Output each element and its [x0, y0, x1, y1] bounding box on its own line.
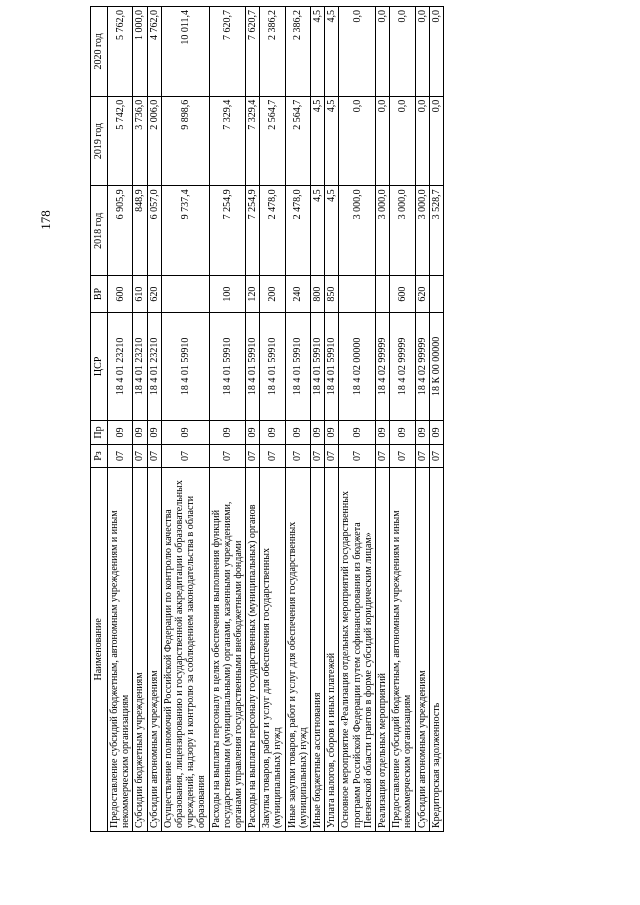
table-row	[429, 7, 443, 832]
cell-2018: 3 000,0	[415, 186, 429, 276]
cell-2019: 4,5	[325, 96, 339, 186]
cell-name: Расходы на выплаты персоналу государственных (муниципальных) органов	[246, 467, 260, 831]
cell-rz: 07	[339, 445, 376, 467]
cell-2019: 2 564,7	[260, 96, 285, 186]
cell-csr: 18 4 01 59910	[285, 313, 310, 421]
cell-2019: 0,0	[390, 96, 415, 186]
cell-vr: 600	[108, 276, 133, 313]
cell-2019: 9 898,6	[161, 96, 209, 186]
cell-2018: 4,5	[325, 186, 339, 276]
cell-2018: 3 000,0	[339, 186, 376, 276]
cell-2019: 3 736,0	[133, 96, 147, 186]
cell-pr: 09	[375, 420, 389, 445]
cell-rz: 07	[429, 445, 443, 467]
table-row	[325, 7, 339, 832]
cell-csr: 18 4 01 59910	[325, 313, 339, 421]
table-row	[108, 7, 133, 832]
cell-rz: 07	[246, 445, 260, 467]
cell-2020: 5 762,0	[108, 7, 133, 97]
cell-vr: 620	[147, 276, 161, 313]
cell-vr	[161, 276, 209, 313]
cell-csr: 18 4 01 59910	[246, 313, 260, 421]
cell-name: Кредиторская задолженность	[429, 467, 443, 831]
cell-rz: 07	[415, 445, 429, 467]
cell-vr	[375, 276, 389, 313]
table-header-row	[91, 7, 108, 832]
header-2018: 2018 год	[91, 186, 108, 276]
table-row	[390, 7, 415, 832]
table-body	[108, 7, 444, 832]
cell-vr: 600	[390, 276, 415, 313]
cell-csr: 18 4 01 23210	[133, 313, 147, 421]
cell-name: Субсидии бюджетным учреждениям	[133, 467, 147, 831]
cell-2019: 0,0	[375, 96, 389, 186]
table-row	[311, 7, 325, 832]
cell-csr: 18 4 01 59910	[260, 313, 285, 421]
cell-rz: 07	[285, 445, 310, 467]
cell-pr: 09	[325, 420, 339, 445]
cell-vr: 610	[133, 276, 147, 313]
header-name: Наименование	[91, 467, 108, 831]
cell-vr: 850	[325, 276, 339, 313]
cell-2018: 3 528,7	[429, 186, 443, 276]
cell-2018: 4,5	[311, 186, 325, 276]
cell-csr: 18 4 01 59910	[311, 313, 325, 421]
cell-pr: 09	[285, 420, 310, 445]
cell-csr: 18 4 01 23210	[108, 313, 133, 421]
cell-pr: 09	[339, 420, 376, 445]
cell-pr: 09	[108, 420, 133, 445]
cell-2018: 3 000,0	[375, 186, 389, 276]
table-row	[285, 7, 310, 832]
cell-vr: 240	[285, 276, 310, 313]
cell-csr: 18 4 02 99999	[375, 313, 389, 421]
cell-name: Субсидии автономным учреждениям	[415, 467, 429, 831]
cell-2019: 0,0	[429, 96, 443, 186]
cell-rz: 07	[133, 445, 147, 467]
cell-pr: 09	[209, 420, 246, 445]
cell-2018: 6 905,9	[108, 186, 133, 276]
page-number: 178	[38, 210, 53, 230]
cell-csr: 18 4 02 99999	[390, 313, 415, 421]
cell-pr: 09	[311, 420, 325, 445]
cell-2018: 7 254,9	[246, 186, 260, 276]
cell-rz: 07	[260, 445, 285, 467]
table-row	[339, 7, 376, 832]
table-row	[260, 7, 285, 832]
budget-table	[90, 6, 444, 832]
cell-csr: 18 4 02 99999	[415, 313, 429, 421]
cell-vr	[339, 276, 376, 313]
table-row	[161, 7, 209, 832]
cell-2020: 0,0	[415, 7, 429, 97]
cell-vr: 100	[209, 276, 246, 313]
cell-2018: 848,9	[133, 186, 147, 276]
cell-csr: 18 4 01 59910	[161, 313, 209, 421]
cell-2020: 0,0	[390, 7, 415, 97]
cell-pr: 09	[415, 420, 429, 445]
cell-pr: 09	[260, 420, 285, 445]
cell-name: Субсидии автономным учреждениям	[147, 467, 161, 831]
cell-2020: 0,0	[375, 7, 389, 97]
cell-name: Закупка товаров, работ и услуг для обеспечения государственных (муниципальных) нужд	[260, 467, 285, 831]
cell-2018: 7 254,9	[209, 186, 246, 276]
header-csr: ЦСР	[91, 313, 108, 421]
cell-name: Иные закупки товаров, работ и услуг для обеспечения государственных (муниципальных) нужд	[285, 467, 310, 831]
header-rz: Рз	[91, 445, 108, 467]
cell-rz: 07	[311, 445, 325, 467]
cell-2020: 4,5	[311, 7, 325, 97]
cell-name: Расходы на выплаты персоналу в целях обеспечения выполнения функций государственными (муниципальными) органами, казенными учреждениями, органами управления государственными внебюджетными фондами	[209, 467, 246, 831]
cell-2020: 7 620,7	[246, 7, 260, 97]
cell-2018: 2 478,0	[285, 186, 310, 276]
cell-vr: 120	[246, 276, 260, 313]
cell-rz: 07	[209, 445, 246, 467]
table-row	[246, 7, 260, 832]
cell-2020: 4,5	[325, 7, 339, 97]
cell-2019: 2 006,0	[147, 96, 161, 186]
cell-rz: 07	[161, 445, 209, 467]
cell-pr: 09	[161, 420, 209, 445]
cell-pr: 09	[390, 420, 415, 445]
header-2019: 2019 год	[91, 96, 108, 186]
cell-2018: 2 478,0	[260, 186, 285, 276]
cell-2018: 6 057,0	[147, 186, 161, 276]
header-pr: Пр	[91, 420, 108, 445]
cell-2020: 0,0	[429, 7, 443, 97]
cell-rz: 07	[390, 445, 415, 467]
cell-2020: 1 000,0	[133, 7, 147, 97]
cell-csr: 18 4 01 23210	[147, 313, 161, 421]
cell-name: Предоставление субсидий бюджетным, автономным учреждениям и иным некоммерческим организациям	[108, 467, 133, 831]
cell-2018: 3 000,0	[390, 186, 415, 276]
cell-vr: 200	[260, 276, 285, 313]
header-vr: ВР	[91, 276, 108, 313]
cell-2020: 10 011,4	[161, 7, 209, 97]
cell-pr: 09	[147, 420, 161, 445]
cell-2019: 2 564,7	[285, 96, 310, 186]
cell-name: Иные бюджетные ассигнования	[311, 467, 325, 831]
cell-rz: 07	[325, 445, 339, 467]
cell-2020: 4 762,0	[147, 7, 161, 97]
table-row	[209, 7, 246, 832]
cell-vr	[429, 276, 443, 313]
cell-2018: 9 737,4	[161, 186, 209, 276]
cell-name: Предоставление субсидий бюджетным, автономным учреждениям и иным некоммерческим организациям	[390, 467, 415, 831]
cell-name: Уплата налогов, сборов и иных платежей	[325, 467, 339, 831]
cell-vr: 620	[415, 276, 429, 313]
cell-pr: 09	[429, 420, 443, 445]
cell-pr: 09	[133, 420, 147, 445]
cell-2019: 5 742,0	[108, 96, 133, 186]
cell-rz: 07	[147, 445, 161, 467]
cell-csr: 18 4 01 59910	[209, 313, 246, 421]
table-row	[147, 7, 161, 832]
cell-name: Реализация отдельных мероприятий	[375, 467, 389, 831]
cell-2019: 7 329,4	[209, 96, 246, 186]
cell-2020: 7 620,7	[209, 7, 246, 97]
table-row	[133, 7, 147, 832]
header-2020: 2020 год	[91, 7, 108, 97]
cell-rz: 07	[375, 445, 389, 467]
cell-csr: 18 К 00 00000	[429, 313, 443, 421]
cell-name: Осуществление полномочий Российской Федерации по контролю качества образования, лицензированию и государственной аккредитации образовательных учреждений, надзору и контролю за соблюдением законодательства в области образования	[161, 467, 209, 831]
cell-2019: 0,0	[339, 96, 376, 186]
cell-2020: 2 386,2	[260, 7, 285, 97]
cell-csr: 18 4 02 00000	[339, 313, 376, 421]
cell-2019: 0,0	[415, 96, 429, 186]
cell-2019: 7 329,4	[246, 96, 260, 186]
cell-2020: 0,0	[339, 7, 376, 97]
cell-rz: 07	[108, 445, 133, 467]
cell-vr: 800	[311, 276, 325, 313]
table-row	[415, 7, 429, 832]
cell-name: Основное мероприятие «Реализация отдельных мероприятий государственных программ Российской Федерации путем софинансирования из бюджета Пензенской области грантов в форме субсидий юридическим лицам»	[339, 467, 376, 831]
cell-pr: 09	[246, 420, 260, 445]
table-row	[375, 7, 389, 832]
cell-2020: 2 386,2	[285, 7, 310, 97]
cell-2019: 4,5	[311, 96, 325, 186]
